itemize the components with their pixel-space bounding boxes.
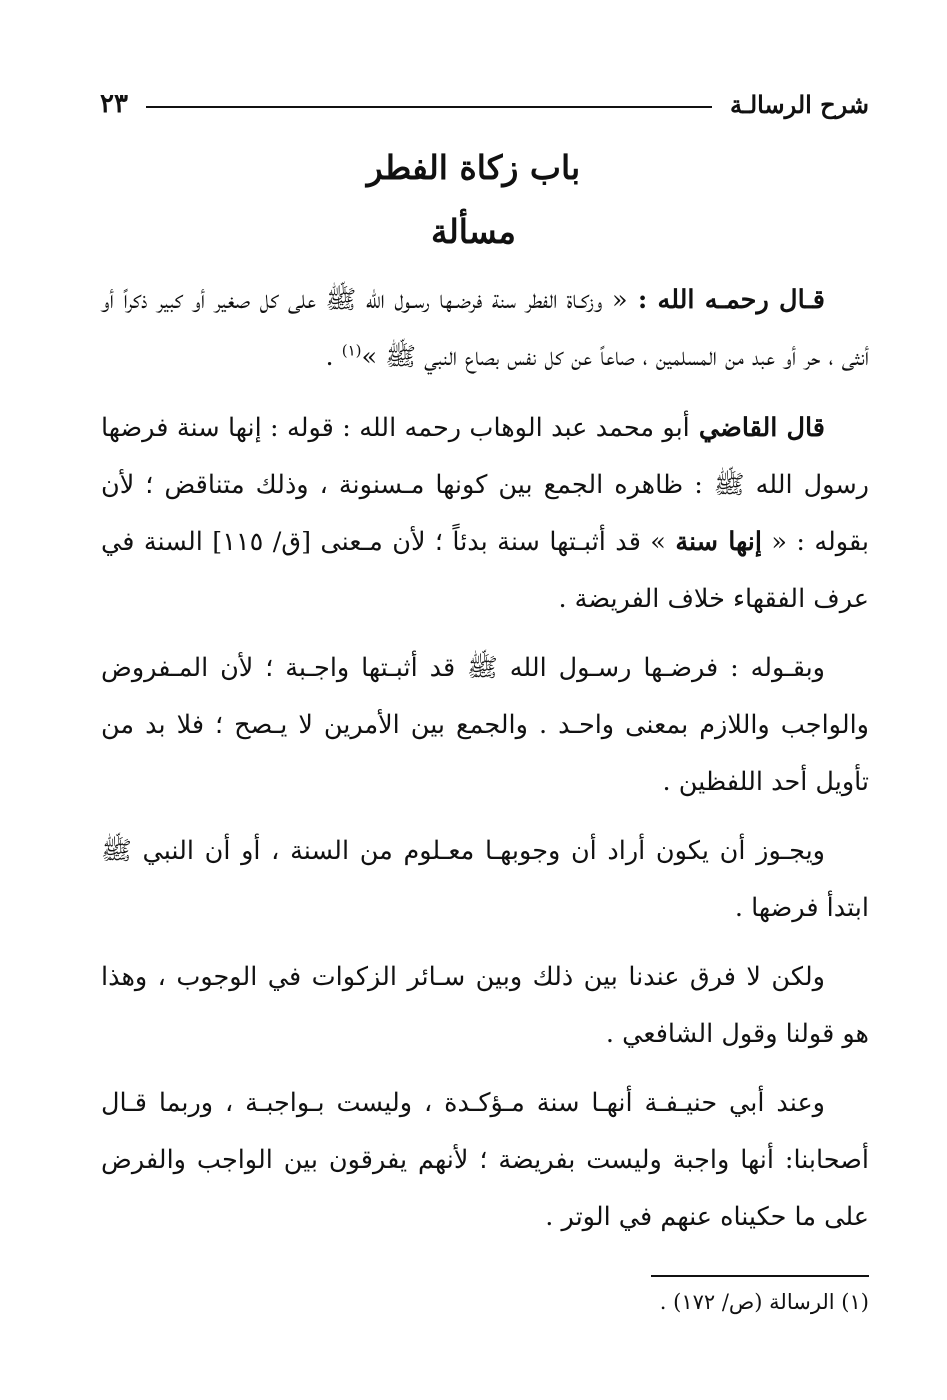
paragraph-4: ويجـوز أن يكون أراد أن وجوبهـا معـلوم من السنة ، أو أن النبي ﷺ ابتدأ فرضها . [101,836,869,923]
paragraph-1 [101,272,869,386]
page-number: ٢٣ [100,89,128,119]
paragraph-1-lead: قـال رحمـه الله : [627,285,825,315]
paragraph-2-lead: قال القاضي [689,413,825,443]
paragraph-6: وعند أبي حنيـفـة أنهـا سنة مـؤكـدة ، وليست بـواجبـة ، وربما قـال أصحابنا: أنها واجبة وليست بفريضة ؛ لأنهم يفرقون بين الواجب والفرض على ما حكيناه عنهم في الوتر . [101,1088,869,1232]
paragraph-2-bold-quote: إنها سنة [675,527,762,557]
paragraph-3: وبقـوله : فرضـها رسـول الله ﷺ قد أثبـتها واجـبة ؛ لأن المـفروض والواجب واللازم بمعنى واحـد . والجمع بين الأمرين لا يـصح ؛ فلا بد من تأويل أحد اللفظين . [101,653,869,797]
body-text [101,272,869,1258]
footnote-reference: (١) [341,341,362,360]
chapter-title: باب زكاة الفطر [366,148,581,187]
paragraph-2-text: أبو محمد عبد الوهاب رحمه الله : قوله : إنها سنة فرضها رسول الله ﷺ : ظاهره الجمع بين كونها مـسنونة ، وذلك متناقض ؛ لأن بقوله : « [101,413,869,557]
running-header-title: شرح الرسالـة [729,89,869,119]
footnote-separator [651,1275,869,1277]
running-header [100,82,869,126]
header-rule [146,106,712,108]
paragraph-2 [101,400,869,628]
paragraph-5: ولكن لا فرق عندنا بين ذلك وبين سـائر الزكوات في الوجوب ، وهذا هو قولنا وقول الشافعي . [101,962,869,1049]
section-title: مسألة [431,212,516,251]
footnote: (١) الرسالة (ص/ ١٧٢) . [659,1290,869,1314]
paragraph-1-text: « وزكـاة الفطر سنة فرضـها رسـول الله ﷺ على كل صغير أو كبير ذكراً أو أنثى ، حر أو عبد من المسلمين ، صاعاً عن كل نفس بصاع النبي ﷺ » [101,285,869,372]
paragraph-2-tail: » قد أثبـتها سنة بدئاً ؛ لأن مـعنى [ق/ ١١٥] السنة في عرف الفقهاء خلاف الفريضة . [101,527,869,614]
paragraph-1-tail: . [325,342,342,372]
